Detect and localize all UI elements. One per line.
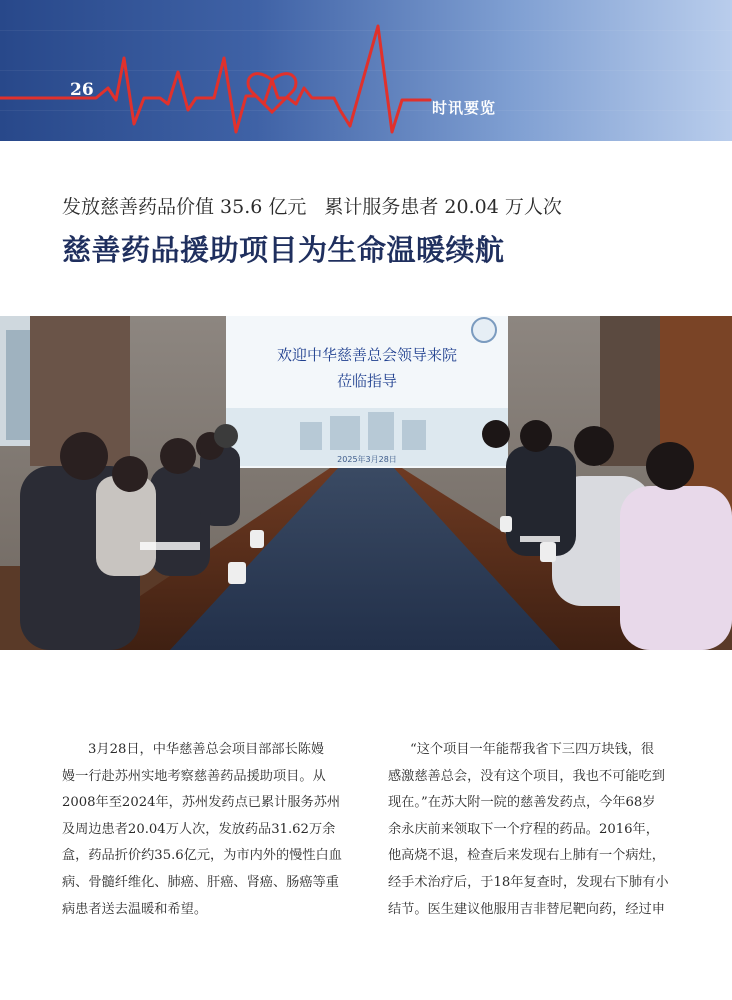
article-title: 慈善药品援助项目为生命温暖续航 [62, 233, 505, 267]
article-subtitle [62, 192, 562, 219]
section-label: 时讯要览 [432, 99, 497, 117]
page-number: 26 [70, 80, 94, 100]
body-line: 及周边患者20.04万人次，发放药品31.62万余 [62, 821, 336, 837]
header-band [0, 0, 732, 141]
body-line: “这个项目一年能帮我省下三四万块钱，很 [410, 742, 655, 757]
body-column-left [62, 737, 360, 923]
body-line: 经手术治疗后，于18年复查时，发现右下肺有小 [388, 874, 669, 890]
body-line: 现在。”在苏大附一院的慈善发药点，今年68岁 [388, 795, 656, 811]
body-line: 2008年至2024年，苏州发药点已累计服务苏州 [62, 795, 341, 811]
body-line: 病患者送去温暖和希望。 [62, 901, 208, 917]
body-line: 结节。医生建议他服用吉非替尼靶向药，经过申 [388, 901, 665, 917]
body-line: 嫚一行赴苏州实地考察慈善药品援助项目。从 [62, 768, 326, 784]
body-line: 余永庆前来领取下一个疗程的药品。2016年， [388, 821, 659, 837]
body-line: 病、骨髓纤维化、肺癌、肝癌、肾癌、肠癌等重 [62, 874, 339, 890]
heartbeat-heart-icon [0, 0, 732, 141]
body-line: 他高烧不退，检查后来发现右上肺有一个病灶， [388, 848, 665, 864]
body-column-right [388, 737, 678, 923]
banner-line-2: 莅临指导 [336, 372, 398, 390]
subtitle-part-1: 发放慈善药品价值 35.6 亿元 [62, 196, 307, 218]
banner-date: 2025年3月28日 [337, 455, 397, 464]
meeting-photo [0, 316, 732, 650]
body-line: 盒，药品折价约35.6亿元，为市内外的慢性白血 [62, 848, 342, 864]
body-line: 3月28日，中华慈善总会项目部部长陈嫚 [88, 742, 325, 757]
subtitle-part-2: 累计服务患者 20.04 万人次 [324, 196, 562, 218]
banner-line-1: 欢迎中华慈善总会领导来院 [276, 346, 458, 364]
meeting-photo-illustration [0, 316, 732, 650]
body-line: 感激慈善总会，没有这个项目，我也不可能吃到 [388, 768, 665, 784]
